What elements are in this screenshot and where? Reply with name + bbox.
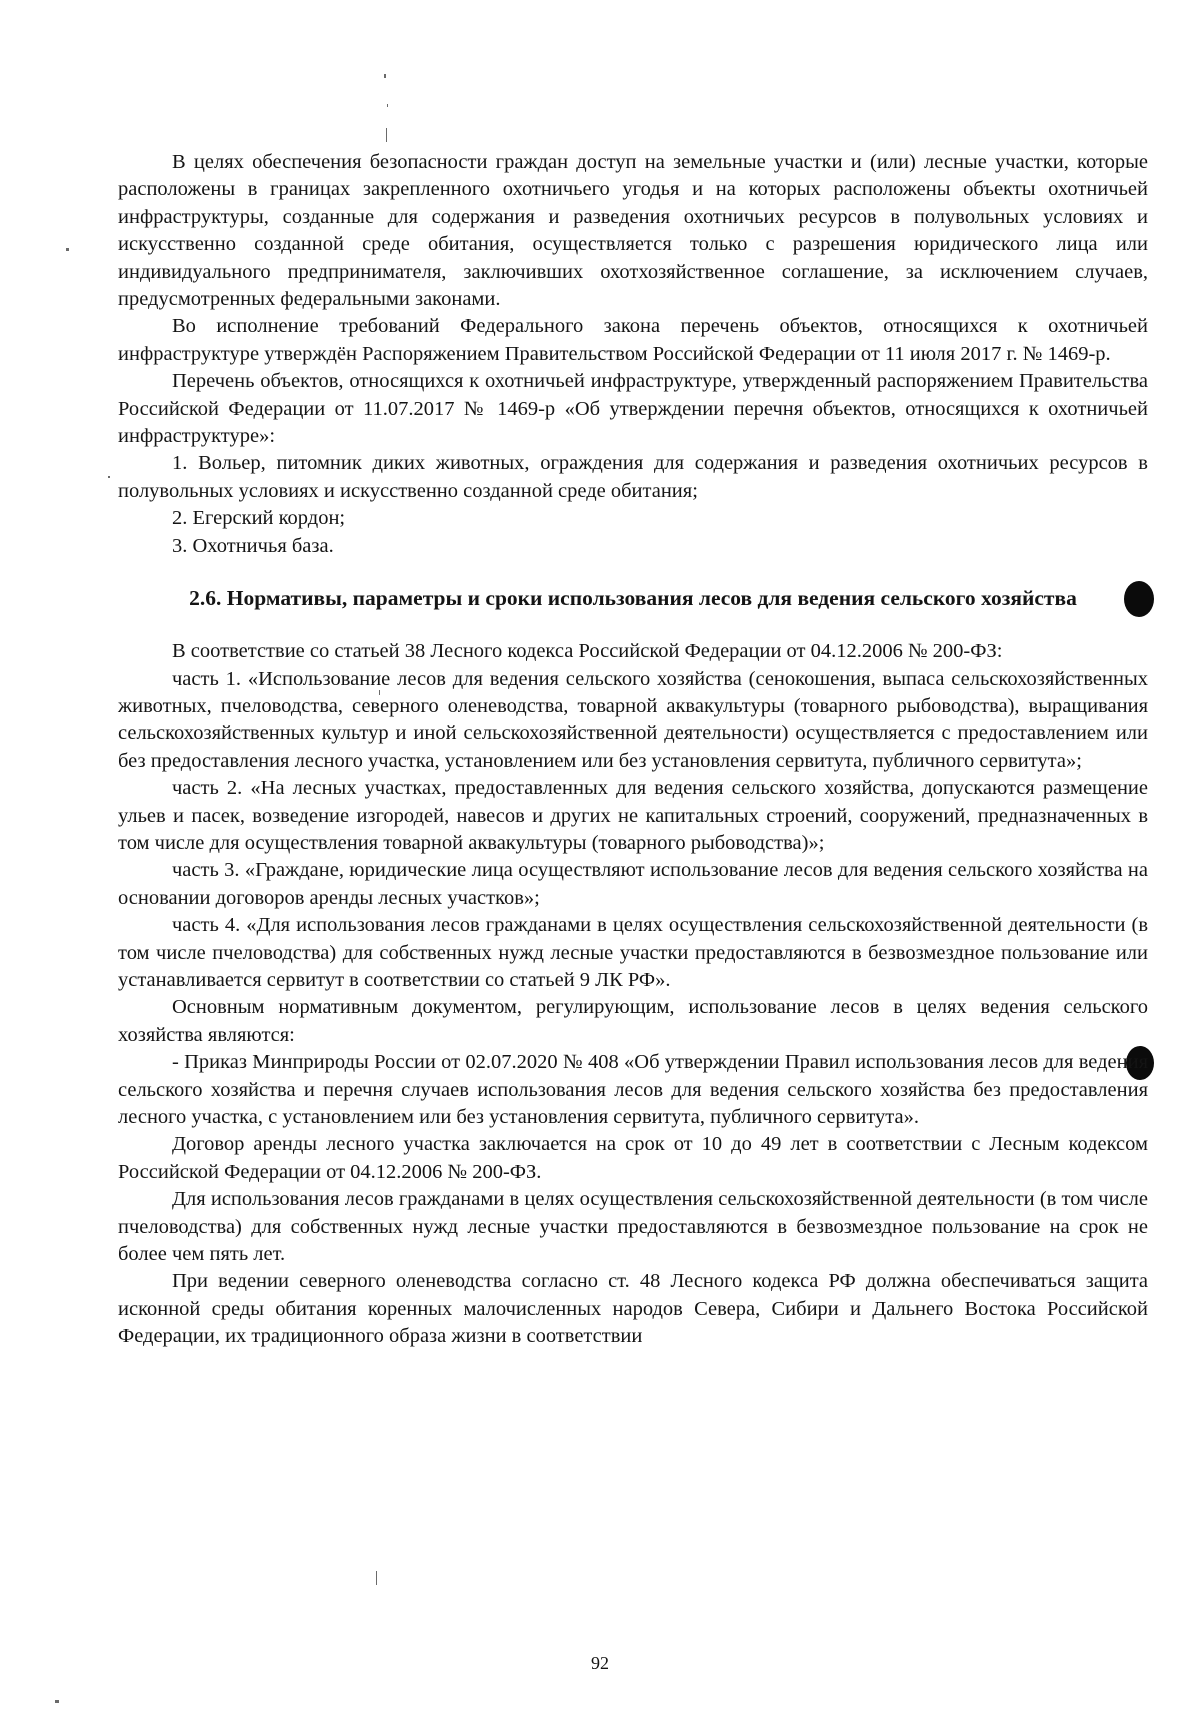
body-paragraph: часть 1. «Использование лесов для ведения сельского хозяйства (сенокошения, выпаса сельскохозяйственных животных, пчеловодства, северного оленеводства, товарной аквакультуры (товарного рыбоводства), выращивания сельскохозяйственных культур и иной сельскохозяйственной деятельности) осуществляется с предоставлением или без предоставления лесного участка, установлением или без установления сервитута, публичного сервитута»;	[118, 667, 1148, 772]
scan-speck	[387, 104, 388, 107]
body-paragraph: часть 3. «Граждане, юридические лица осуществляют использование лесов для ведения сельского хозяйства на основании договоров аренды лесных участков»;	[118, 859, 1148, 909]
scan-speck	[384, 74, 386, 78]
body-paragraph: Перечень объектов, относящихся к охотничьей инфраструктуре, утвержденный распоряжением Правительства Российской Федерации от 11.07.2017 № 1469-р «Об утверждении перечня объектов, относящихся к охотничьей инфраструктуре»:	[118, 370, 1148, 448]
scan-speck	[376, 1571, 377, 1585]
list-item: 2. Егерский кордон;	[172, 507, 346, 530]
body-paragraph: Договор аренды лесного участка заключается на срок от 10 до 49 лет в соответствии с Лесным кодексом Российской Федерации от 04.12.2006 № 200-ФЗ.	[118, 1133, 1148, 1183]
scan-speck	[386, 128, 387, 142]
body-paragraph: В соответствие со статьей 38 Лесного кодекса Российской Федерации от 04.12.2006 № 200-ФЗ:	[172, 640, 1003, 663]
body-paragraph: При ведении северного оленеводства согласно ст. 48 Лесного кодекса РФ должна обеспечиваться защита исконной среды обитания коренных малочисленных народов Севера, Сибири и Дальнего Востока Российской Федерации, их традиционного образа жизни в соответствии	[118, 1270, 1148, 1348]
body-paragraph: В целях обеспечения безопасности граждан доступ на земельные участки и (или) лесные участки, которые расположены в границах закрепленного охотничьего угодья и на которых расположены объекты охотничьей инфраструктуры, созданные для содержания и разведения охотничьих ресурсов в полувольных условиях и искусственно созданной среде обитания, осуществляется только с разрешения юридического лица или индивидуального предпринимателя, заключивших охотхозяйственное соглашение, за исключением случаев, предусмотренных федеральными законами.	[118, 151, 1148, 311]
scan-speck	[66, 248, 69, 251]
scan-speck	[108, 476, 110, 478]
scan-speck	[55, 1700, 59, 1703]
body-paragraph: - Приказ Минприроды России от 02.07.2020 № 408 «Об утверждении Правил использования лесов для ведения сельского хозяйства и перечня случаев использования лесов для ведения сельского хозяйства без предоставления лесного участка, с установлением или без установления сервитута, публичного сервитута».	[118, 1051, 1148, 1128]
body-paragraph: Для использования лесов гражданами в целях осуществления сельскохозяйственной деятельности (в том числе пчеловодства) для собственных нужд лесные участки предоставляются в безвозмездное пользование на срок не более чем пять лет.	[118, 1188, 1148, 1266]
body-paragraph: Основным нормативным документом, регулирующим, использование лесов в целях ведения сельского хозяйства являются:	[118, 996, 1148, 1046]
body-paragraph: часть 2. «На лесных участках, предоставленных для ведения сельского хозяйства, допускаются размещение ульев и пасек, возведение изгородей, навесов и других не капитальных строений, сооружений, предназначенных в том числе для осуществления товарной аквакультуры (товарного рыбоводства)»;	[118, 777, 1148, 854]
list-item: 1. Вольер, питомник диких животных, ограждения для содержания и разведения охотничьих ресурсов в полувольных условиях и искусственно созданной среде обитания;	[118, 452, 1148, 502]
document-body	[118, 149, 1148, 1351]
page-number: 92	[591, 1653, 609, 1673]
body-paragraph: Во исполнение требований Федерального закона перечень объектов, относящихся к охотничьей инфраструктуре утверждён Распоряжением Правительством Российской Федерации от 11 июля 2017 г. № 1469-р.	[118, 315, 1148, 365]
section-heading: 2.6. Нормативы, параметры и сроки использования лесов для ведения сельского хозяйства	[189, 586, 1077, 611]
list-item: 3. Охотничья база.	[172, 534, 334, 557]
body-paragraph: часть 4. «Для использования лесов гражданами в целях осуществления сельскохозяйственной деятельности (в том числе пчеловодства) для собственных нужд лесные участки предоставляются в безвозмездное пользование или устанавливается сервитут в соответствии со статьей 9 ЛК РФ».	[118, 914, 1148, 991]
